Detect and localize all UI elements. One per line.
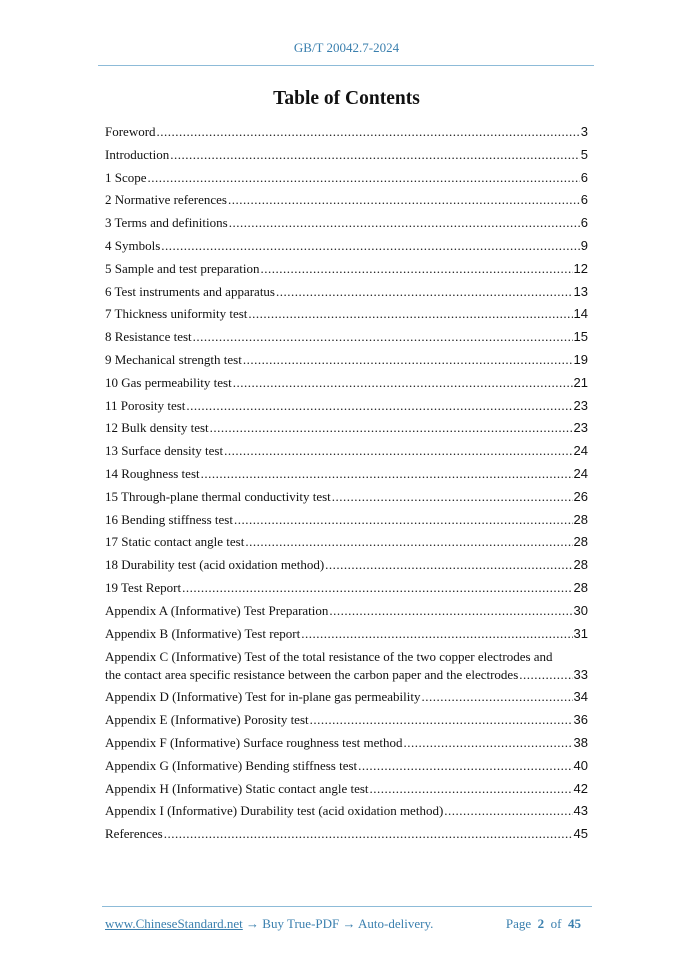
website-link[interactable]: www.ChineseStandard.net: [105, 916, 243, 931]
toc-entry-label: 4 Symbols: [105, 237, 161, 253]
toc-entry-label: Appendix H (Informative) Static contact angle test: [105, 780, 369, 796]
dot-leader: [301, 623, 572, 646]
dot-leader: [248, 303, 572, 326]
toc-entry-label: Appendix A (Informative) Test Preparation: [105, 602, 329, 618]
toc-entry[interactable]: [105, 440, 588, 463]
total-pages: 45: [568, 916, 581, 931]
toc-entry-label: 5 Sample and test preparation: [105, 260, 260, 276]
toc-entry-label: 16 Bending stiffness test: [105, 511, 233, 527]
toc-entry-label: Appendix E (Informative) Porosity test: [105, 712, 309, 728]
toc-entry-label: Appendix F (Informative) Surface roughness test method: [105, 734, 403, 750]
toc-entry[interactable]: [105, 258, 588, 281]
dot-leader: [403, 732, 572, 755]
dot-leader: [170, 144, 580, 167]
toc-entry-label: the contact area specific resistance between the carbon paper and the electrodes: [105, 667, 519, 683]
dot-leader: [261, 258, 573, 281]
dot-leader: [210, 417, 573, 440]
toc-entry-label: References: [105, 826, 163, 842]
toc-entry[interactable]: [105, 326, 588, 349]
toc-entry-page: 43: [573, 803, 588, 819]
dot-leader: [224, 440, 572, 463]
dot-leader: [310, 709, 573, 732]
dot-leader: [229, 212, 580, 235]
toc-entry-page: 24: [573, 465, 588, 481]
toc-entry[interactable]: [105, 755, 588, 778]
page-number: 2: [537, 916, 545, 931]
toc-entry-page: 28: [573, 557, 588, 573]
toc-entry-appendix-c[interactable]: [105, 645, 588, 686]
toc-entry[interactable]: [105, 281, 588, 304]
toc-entry-label: 19 Test Report: [105, 579, 182, 595]
dot-leader: [233, 372, 573, 395]
toc-entry[interactable]: [105, 417, 588, 440]
page-title: Table of Contents: [273, 88, 420, 109]
toc-entry-label: 8 Resistance test: [105, 329, 192, 345]
toc-entry[interactable]: [105, 121, 588, 144]
dot-leader: [444, 800, 572, 823]
toc-entry[interactable]: [105, 235, 588, 258]
toc-entry-page: 24: [573, 443, 588, 459]
footer: [105, 916, 585, 932]
toc-entry-label: 7 Thickness uniformity test: [105, 306, 248, 322]
toc-entry-label: 17 Static contact angle test: [105, 534, 245, 550]
buy-true-pdf-text: Buy True-PDF: [262, 916, 340, 931]
toc-entry[interactable]: [105, 778, 588, 801]
toc-entry[interactable]: [105, 600, 588, 623]
dot-leader: [421, 686, 572, 709]
toc-entry-label: Appendix I (Informative) Durability test (acid oxidation method): [105, 803, 444, 819]
toc-entry-page: 42: [573, 780, 588, 796]
toc-entry[interactable]: [105, 686, 588, 709]
of-word: of: [550, 916, 562, 931]
arrow-right-icon: →: [342, 916, 356, 931]
toc-entry[interactable]: [105, 212, 588, 235]
toc-entry-page: 28: [573, 511, 588, 527]
dot-leader: [276, 281, 573, 304]
dot-leader: [325, 554, 572, 577]
dot-leader: [358, 755, 572, 778]
toc-entry-page: 6: [580, 169, 588, 185]
dot-leader: [157, 121, 580, 144]
toc-entry-label: 1 Scope: [105, 169, 147, 185]
toc-entry[interactable]: [105, 800, 588, 823]
toc-entry-page: 9: [580, 237, 588, 253]
toc-entry-label: 10 Gas permeability test: [105, 374, 232, 390]
toc-entry[interactable]: [105, 577, 588, 600]
toc-entry-page: 28: [573, 579, 588, 595]
toc-entry-label: 6 Test instruments and apparatus: [105, 283, 275, 299]
toc-entry-page: 5: [580, 146, 588, 162]
toc-entry-page: 15: [573, 329, 588, 345]
toc-entry-page: 30: [573, 602, 588, 618]
toc-entry[interactable]: [105, 303, 588, 326]
dot-leader: [228, 189, 580, 212]
toc-entry-page: 38: [573, 734, 588, 750]
toc-entry-label: Appendix G (Informative) Bending stiffness test: [105, 757, 358, 773]
toc-entry[interactable]: [105, 554, 588, 577]
toc-entry-page: 6: [580, 192, 588, 208]
toc-entry-page: 34: [573, 689, 588, 705]
header-divider: [98, 65, 594, 66]
toc-entry-label: 2 Normative references: [105, 192, 227, 208]
toc-entry-label: Foreword: [105, 124, 156, 139]
toc-entry-page: 33: [573, 667, 588, 683]
dot-leader: [519, 666, 572, 684]
toc-entry-page: 14: [573, 306, 588, 322]
dot-leader: [186, 395, 572, 418]
toc-entry[interactable]: [105, 486, 588, 509]
toc-entry-label: 18 Durability test (acid oxidation method): [105, 557, 325, 573]
toc-entry-page: 21: [573, 374, 588, 390]
toc-entry-page: 31: [573, 625, 588, 641]
toc-entry-page: 28: [573, 534, 588, 550]
dot-leader: [234, 509, 573, 532]
document-id-header: GB/T 20042.7-2024: [293, 40, 400, 55]
toc-entry[interactable]: [105, 189, 588, 212]
dot-leader: [201, 463, 573, 486]
toc-entry-label: Appendix D (Informative) Test for in-plane gas permeability: [105, 689, 421, 705]
toc-entry[interactable]: [105, 167, 588, 190]
dot-leader: [370, 778, 573, 801]
toc-entry-label: Appendix C (Informative) Test of the total resistance of the two copper electrodes and: [105, 649, 553, 665]
toc-entry-page: 6: [580, 215, 588, 231]
toc-entry-page: 23: [573, 397, 588, 413]
toc-entry-label: 15 Through-plane thermal conductivity test: [105, 488, 331, 504]
dot-leader: [329, 600, 572, 623]
toc-entry-page: 45: [573, 826, 588, 842]
toc-entry-label: 9 Mechanical strength test: [105, 351, 242, 367]
toc-entry-label: 3 Terms and definitions: [105, 215, 228, 231]
toc-entry-label: 13 Surface density test: [105, 443, 224, 459]
dot-leader: [161, 235, 580, 258]
toc-entry[interactable]: [105, 823, 588, 846]
toc-entry-label: Introduction: [105, 146, 170, 162]
toc-entry-page: 26: [573, 488, 588, 504]
dot-leader: [243, 349, 573, 372]
dot-leader: [332, 486, 573, 509]
toc-entry[interactable]: [105, 463, 588, 486]
arrow-right-icon: →: [246, 916, 260, 931]
toc-entry-label: 12 Bulk density test: [105, 420, 209, 436]
toc-entry-page: 23: [573, 420, 588, 436]
toc-entry-page: 19: [573, 351, 588, 367]
toc-entry[interactable]: [105, 709, 588, 732]
dot-leader: [193, 326, 573, 349]
toc-entry[interactable]: [105, 372, 588, 395]
toc-entry[interactable]: [105, 623, 588, 646]
toc-entry-page: 12: [573, 260, 588, 276]
table-of-contents: [105, 121, 588, 846]
toc-entry-page: 36: [573, 712, 588, 728]
toc-entry-page: 3: [580, 124, 588, 139]
toc-entry[interactable]: [105, 732, 588, 755]
toc-entry-page: 13: [573, 283, 588, 299]
footer-divider: [102, 906, 592, 907]
auto-delivery-text: Auto-delivery.: [358, 916, 434, 931]
toc-entry-label: 11 Porosity test: [105, 397, 186, 413]
toc-entry[interactable]: [105, 144, 588, 167]
toc-entry[interactable]: [105, 395, 588, 418]
dot-leader: [182, 577, 572, 600]
toc-entry[interactable]: [105, 509, 588, 532]
page-indicator: [506, 916, 581, 932]
toc-entry-label: 14 Roughness test: [105, 465, 200, 481]
toc-entry[interactable]: [105, 531, 588, 554]
toc-entry-page: 40: [573, 757, 588, 773]
dot-leader: [148, 167, 580, 190]
dot-leader: [164, 823, 573, 846]
page-word: Page: [505, 916, 532, 931]
dot-leader: [245, 531, 572, 554]
toc-entry[interactable]: [105, 349, 588, 372]
toc-entry-label: Appendix B (Informative) Test report: [105, 625, 301, 641]
